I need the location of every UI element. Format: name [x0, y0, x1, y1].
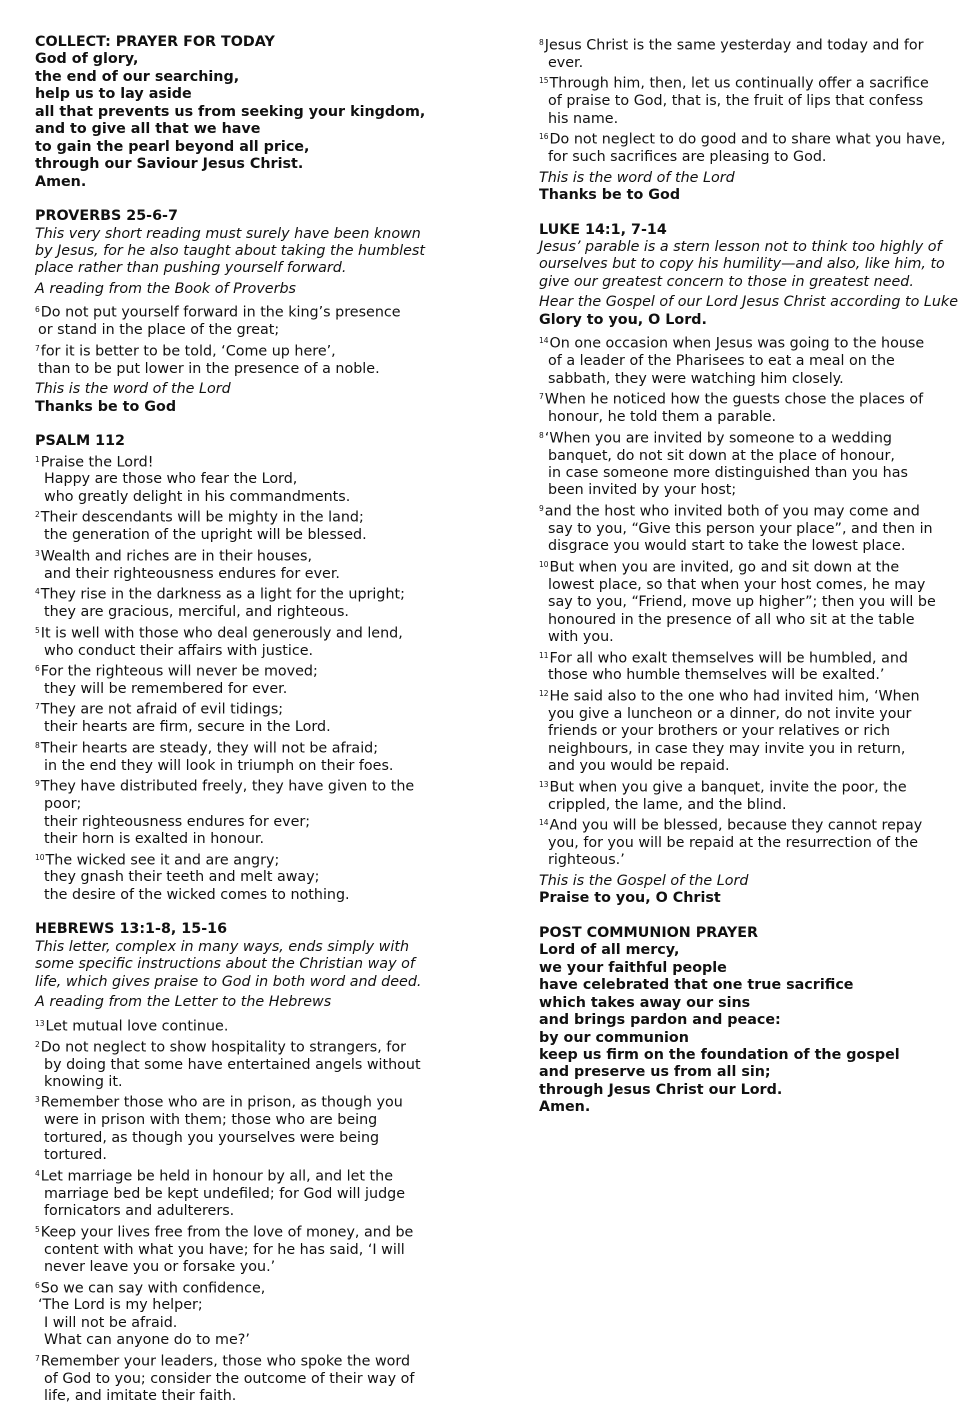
italic-line: [35, 956, 475, 973]
verse-line: [35, 361, 475, 378]
line-text: Let marriage be held in honour by all, and let the: [40, 1168, 394, 1185]
verse-line: [539, 521, 959, 538]
verse-number: 2: [35, 510, 40, 520]
line-text: and you would be repaid.: [548, 758, 730, 775]
line-text: than to be put lower in the presence of a noble.: [38, 360, 380, 377]
line-text: some specific instructions about the Christian way of: [35, 956, 415, 973]
verse-number: 11: [539, 650, 549, 660]
verse-line: [35, 566, 475, 583]
verse-line: [35, 1165, 475, 1186]
line-text: for it is better to be told, ‘Come up here’,: [40, 343, 336, 360]
verse-line: [539, 409, 959, 426]
verse-line: [539, 482, 959, 499]
line-text: lowest place, so that when your host comes, he may: [548, 576, 926, 593]
line-text: Hear the Gospel of our Lord Jesus Christ according to Luke: [539, 294, 959, 311]
line-text: But when you give a banquet, invite the poor, the: [549, 779, 907, 796]
spacer: [539, 908, 959, 925]
bold-line: [539, 1047, 959, 1064]
bold-line: [539, 1012, 959, 1029]
line-text: the generation of the upright will be blessed.: [44, 527, 367, 544]
italic-line: [35, 994, 475, 1011]
line-text: He said also to the one who had invited him, ‘When: [549, 688, 920, 705]
line-text: tortured, as though you yourselves were being: [44, 1129, 380, 1146]
verse-line: [539, 647, 959, 668]
verse-number: 14: [539, 818, 549, 828]
verse-line: [35, 1297, 475, 1314]
verse-line: [539, 629, 959, 646]
verse-number: 15: [539, 76, 549, 86]
line-text: been invited by your host;: [548, 482, 737, 499]
line-text: A reading from the Book of Proverbs: [35, 280, 296, 297]
verse-number: 9: [35, 779, 40, 789]
line-text: of praise to God, that is, the fruit of lips that confess: [548, 93, 924, 110]
verse-number: 7: [35, 343, 40, 353]
line-text: PSALM 112: [35, 433, 125, 450]
bold-line: [35, 104, 475, 121]
verse-number: 8: [35, 740, 40, 750]
spacer: [35, 416, 475, 433]
verse-line: [539, 706, 959, 723]
line-text: Their hearts are steady, they will not be afraid;: [40, 740, 379, 757]
verse-line: [539, 72, 959, 93]
line-text: with you.: [548, 629, 614, 646]
verse-line: [539, 556, 959, 577]
line-text: When he noticed how the guests chose the places of: [544, 391, 924, 408]
line-text: their righteousness endures for ever;: [44, 813, 311, 830]
line-text: The wicked see it and are angry;: [45, 852, 280, 869]
verse-line: [35, 719, 475, 736]
line-text: This very short reading must surely have been known: [35, 225, 421, 242]
italic-line: [35, 260, 475, 277]
line-text: and preserve us from all sin;: [539, 1064, 771, 1081]
line-text: This is the word of the Lord: [539, 169, 735, 186]
verse-line: [35, 583, 475, 604]
verse-line: [539, 723, 959, 740]
verse-line: [539, 852, 959, 869]
bold-line: [539, 187, 959, 204]
bold-line: [539, 890, 959, 907]
verse-number: 9: [539, 503, 544, 513]
line-text: those who humble themselves will be exalted.’: [548, 667, 885, 684]
line-text: honour, he told them a parable.: [548, 409, 777, 426]
verse-line: [35, 340, 475, 361]
verse-number: 7: [35, 1353, 40, 1363]
verse-line: [35, 660, 475, 681]
line-text: have celebrated that one true sacrifice: [539, 977, 854, 994]
line-text: who greatly delight in his commandments.: [44, 488, 351, 505]
verse-line: [539, 332, 959, 353]
verse-line: [35, 681, 475, 698]
line-text: and brings pardon and peace:: [539, 1012, 781, 1029]
line-text: A reading from the Letter to the Hebrews: [35, 994, 332, 1011]
line-text: Happy are those who fear the Lord,: [44, 471, 298, 488]
verse-line: [35, 869, 475, 886]
italic-line: [539, 873, 959, 890]
verse-line: [35, 1186, 475, 1203]
line-text: They are not afraid of evil tidings;: [40, 701, 284, 718]
verse-line: [35, 1057, 475, 1074]
italic-line: [35, 243, 475, 260]
line-text: keep us firm on the foundation of the gospel: [539, 1047, 900, 1064]
line-text: through our Saviour Jesus Christ.: [35, 156, 304, 173]
verse-line: [35, 1147, 475, 1164]
verse-line: [35, 1277, 475, 1298]
verse-line: [35, 301, 475, 322]
verse-line: [539, 758, 959, 775]
italic-line: [539, 239, 959, 256]
italic-line: [35, 939, 475, 956]
italic-line: [35, 974, 475, 991]
verse-line: [35, 451, 475, 472]
left-column: [35, 34, 475, 1406]
verse-line: [539, 577, 959, 594]
italic-line: [35, 226, 475, 243]
verse-number: 7: [35, 702, 40, 712]
verse-line: [539, 465, 959, 482]
verse-line: [35, 849, 475, 870]
line-text: they are gracious, merciful, and righteous.: [44, 604, 349, 621]
line-text: Thanks be to God: [35, 398, 177, 415]
bold-line: [539, 1030, 959, 1047]
line-text: I will not be afraid.: [44, 1314, 178, 1331]
line-text: HEBREWS 13:1-8, 15-16: [35, 921, 228, 938]
line-text: Do not put yourself forward in the king’s presence: [40, 304, 401, 321]
verse-line: [35, 643, 475, 660]
line-text: fornicators and adulterers.: [44, 1203, 235, 1220]
bold-line: [35, 921, 475, 938]
line-text: we your faithful people: [539, 959, 727, 976]
verse-line: [35, 1112, 475, 1129]
line-text: ourselves but to copy his humility—and also, like him, to: [539, 256, 945, 273]
line-text: PROVERBS 25-6-7: [35, 208, 178, 225]
line-text: For all who exalt themselves will be humbled, and: [549, 650, 908, 666]
line-text: knowing it.: [44, 1074, 123, 1091]
line-text: for such sacrifices are pleasing to God.: [548, 149, 827, 166]
verse-line: [539, 667, 959, 684]
line-text: COLLECT: PRAYER FOR TODAY: [35, 34, 275, 50]
bold-line: [539, 1064, 959, 1081]
verse-line: [35, 471, 475, 488]
line-text: you, for you will be repaid at the resurrection of the: [548, 835, 919, 852]
line-text: This letter, complex in many ways, ends simply with: [35, 938, 410, 955]
verse-line: [35, 1015, 475, 1036]
line-text: in case someone more distinguished than you has: [548, 464, 908, 481]
line-text: all that prevents us from seeking your kingdom,: [35, 103, 426, 120]
verse-line: [539, 776, 959, 797]
line-text: and to give all that we have: [35, 121, 261, 138]
line-text: Do not neglect to do good and to share what you have,: [549, 131, 946, 148]
verse-line: [539, 835, 959, 852]
bold-line: [539, 1082, 959, 1099]
italic-line: [35, 381, 475, 398]
italic-line: [35, 281, 475, 298]
line-text: say to you, “Give this person your place”, and then in: [548, 520, 933, 537]
line-text: or stand in the place of the great;: [38, 322, 280, 339]
bold-line: [35, 139, 475, 156]
verse-line: [35, 1332, 475, 1349]
italic-line: [539, 256, 959, 273]
verse-line: [539, 612, 959, 629]
verse-line: [35, 1259, 475, 1276]
line-text: and the host who invited both of you may come and: [544, 503, 920, 520]
line-text: sabbath, they were watching him closely.: [548, 370, 844, 387]
bold-line: [539, 995, 959, 1012]
line-text: Lord of all mercy,: [539, 942, 680, 959]
verse-line: [35, 506, 475, 527]
verse-number: 16: [539, 132, 549, 142]
verse-number: 6: [35, 305, 40, 315]
line-text: This is the word of the Lord: [35, 381, 231, 398]
verse-line: [539, 448, 959, 465]
spacer: [35, 904, 475, 921]
verse-line: [35, 622, 475, 643]
verse-line: [539, 353, 959, 370]
line-text: of a leader of the Pharisees to eat a meal on the: [548, 353, 895, 370]
line-text: Praise the Lord!: [40, 454, 154, 471]
verse-line: [539, 55, 959, 72]
line-text: by Jesus, for he also taught about taking the humblest: [35, 242, 425, 259]
bold-line: [35, 208, 475, 225]
verse-number: 2: [35, 1039, 40, 1049]
italic-line: [539, 170, 959, 187]
line-text: and their righteousness endures for ever.: [44, 565, 340, 582]
line-text: For the righteous will never be moved;: [40, 663, 318, 680]
bold-line: [35, 34, 475, 51]
line-text: say to you, “Friend, move up higher”; then you will be: [548, 594, 936, 611]
spacer: [539, 205, 959, 222]
bold-line: [539, 925, 959, 942]
line-text: to gain the pearl beyond all price,: [35, 138, 310, 155]
bold-line: [35, 121, 475, 138]
line-text: who conduct their affairs with justice.: [44, 642, 314, 659]
bold-line: [35, 51, 475, 68]
line-text: Their descendants will be mighty in the land;: [40, 509, 364, 526]
line-text: Jesus’ parable is a stern lesson not to think too highly of: [539, 239, 942, 256]
line-text: God of glory,: [35, 51, 139, 68]
line-text: ‘When you are invited by someone to a wedding: [544, 430, 892, 447]
verse-line: [539, 128, 959, 149]
verse-line: [35, 814, 475, 831]
verse-line: [35, 1091, 475, 1112]
verse-line: [35, 322, 475, 339]
verse-number: 13: [35, 1018, 45, 1028]
verse-number: 10: [35, 852, 45, 862]
verse-line: [35, 796, 475, 813]
right-column: [539, 34, 959, 1117]
line-text: On one occasion when Jesus was going to the house: [549, 335, 925, 352]
line-text: neighbours, in case they may invite you in return,: [548, 740, 906, 757]
line-text: Through him, then, let us continually offer a sacrifice: [549, 75, 929, 92]
verse-line: [35, 1130, 475, 1147]
line-text: ‘The Lord is my helper;: [38, 1297, 203, 1314]
line-text: place rather than pushing yourself forward.: [35, 260, 347, 277]
verse-line: [539, 427, 959, 448]
line-text: the end of our searching,: [35, 68, 240, 85]
line-text: Let mutual love continue.: [45, 1018, 229, 1035]
verse-line: [539, 149, 959, 166]
verse-line: [539, 741, 959, 758]
italic-line: [539, 274, 959, 291]
bold-line: [35, 69, 475, 86]
line-text: their horn is exalted in honour.: [44, 831, 264, 848]
line-text: Keep your lives free from the love of money, and be: [40, 1224, 414, 1241]
line-text: which takes away our sins: [539, 994, 751, 1011]
verse-line: [35, 1203, 475, 1220]
verse-line: [539, 538, 959, 555]
verse-line: [539, 814, 959, 835]
bold-line: [539, 977, 959, 994]
line-text: disgrace you would start to take the lowest place.: [548, 538, 906, 555]
verse-number: 14: [539, 336, 549, 346]
line-text: Do not neglect to show hospitality to strangers, for: [40, 1039, 406, 1056]
verse-number: 6: [35, 1280, 40, 1290]
line-text: give our greatest concern to those in greatest need.: [539, 273, 914, 290]
line-text: LUKE 14:1, 7-14: [539, 221, 667, 238]
verse-line: [539, 594, 959, 611]
line-text: Amen.: [539, 1099, 591, 1116]
verse-line: [35, 887, 475, 904]
line-text: his name.: [548, 110, 619, 127]
line-text: were in prison with them; those who are being: [44, 1112, 378, 1129]
verse-line: [35, 527, 475, 544]
verse-line: [35, 489, 475, 506]
bold-line: [539, 942, 959, 959]
verse-line: [35, 545, 475, 566]
verse-line: [35, 1074, 475, 1091]
line-text: What can anyone do to me?’: [44, 1332, 250, 1349]
bold-line: [539, 312, 959, 329]
spacer: [35, 191, 475, 208]
verse-number: 1: [35, 454, 40, 464]
line-text: Remember your leaders, those who spoke the word: [40, 1353, 411, 1370]
line-text: life, which gives praise to God in both word and deed.: [35, 973, 422, 990]
verse-number: 4: [35, 587, 40, 597]
verse-line: [35, 1242, 475, 1259]
verse-line: [35, 1221, 475, 1242]
line-text: And you will be blessed, because they cannot repay: [549, 817, 923, 834]
verse-number: 3: [35, 1095, 40, 1105]
bold-line: [539, 222, 959, 239]
verse-number: 12: [539, 688, 549, 698]
line-text: the desire of the wicked comes to nothing.: [44, 886, 350, 903]
line-text: Thanks be to God: [539, 187, 681, 204]
verse-line: [35, 1350, 475, 1371]
verse-number: 8: [539, 430, 544, 440]
line-text: you give a luncheon or a dinner, do not invite your: [548, 705, 912, 722]
verse-number: 3: [35, 548, 40, 558]
bold-line: [35, 399, 475, 416]
verse-line: [539, 388, 959, 409]
bold-line: [35, 433, 475, 450]
bold-line: [35, 86, 475, 103]
verse-line: [35, 758, 475, 775]
line-text: It is well with those who deal generously and lend,: [40, 625, 403, 642]
bold-line: [539, 960, 959, 977]
line-text: They have distributed freely, they have given to the: [40, 778, 415, 795]
line-text: righteous.’: [548, 852, 625, 869]
line-text: Jesus Christ is the same yesterday and today and for: [544, 37, 924, 54]
line-text: life, and imitate their faith.: [44, 1388, 237, 1405]
verse-line: [35, 1315, 475, 1332]
verse-line: [35, 1388, 475, 1405]
verse-number: 13: [539, 779, 549, 789]
line-text: poor;: [44, 796, 82, 813]
line-text: crippled, the lame, and the blind.: [548, 796, 787, 813]
line-text: they gnash their teeth and melt away;: [44, 869, 320, 886]
bold-line: [35, 156, 475, 173]
line-text: honoured in the presence of all who sit at the table: [548, 611, 915, 628]
line-text: POST COMMUNION PRAYER: [539, 924, 759, 941]
line-text: So we can say with confidence,: [40, 1280, 266, 1296]
line-text: friends or your brothers or your relatives or rich: [548, 723, 891, 740]
line-text: Wealth and riches are in their houses,: [40, 548, 313, 565]
verse-number: 8: [539, 38, 544, 47]
line-text: This is the Gospel of the Lord: [539, 872, 749, 889]
line-text: content with what you have; for he has said, ‘I will: [44, 1241, 405, 1258]
verse-line: [539, 685, 959, 706]
verse-number: 4: [35, 1168, 40, 1178]
verse-line: [539, 93, 959, 110]
line-text: help us to lay aside: [35, 86, 192, 103]
verse-number: 7: [539, 392, 544, 402]
bold-line: [539, 1099, 959, 1116]
line-text: tortured.: [44, 1147, 107, 1164]
line-text: in the end they will look in triumph on their foes.: [44, 757, 394, 774]
line-text: through Jesus Christ our Lord.: [539, 1081, 783, 1098]
verse-line: [35, 1036, 475, 1057]
line-text: of God to you; consider the outcome of their way of: [44, 1370, 415, 1387]
verse-number: 10: [539, 559, 549, 569]
verse-line: [539, 34, 959, 55]
verse-line: [35, 737, 475, 758]
italic-line: [539, 294, 959, 311]
line-text: Remember those who are in prison, as though you: [40, 1094, 403, 1111]
verse-number: 6: [35, 664, 40, 673]
line-text: they will be remembered for ever.: [44, 680, 288, 697]
bold-line: [35, 174, 475, 191]
line-text: by our communion: [539, 1029, 689, 1046]
verse-line: [35, 698, 475, 719]
line-text: banquet, do not sit down at the place of honour,: [548, 447, 895, 464]
line-text: Glory to you, O Lord.: [539, 311, 707, 328]
verse-number: 5: [35, 1224, 40, 1234]
line-text: never leave you or forsake you.’: [44, 1259, 276, 1276]
verse-line: [35, 831, 475, 848]
line-text: Praise to you, O Christ: [539, 890, 721, 907]
line-text: But when you are invited, go and sit down at the: [549, 559, 900, 576]
line-text: by doing that some have entertained angels without: [44, 1056, 421, 1073]
verse-number: 5: [35, 625, 40, 635]
verse-line: [35, 775, 475, 796]
verse-line: [539, 111, 959, 128]
line-text: their hearts are firm, secure in the Lord.: [44, 719, 331, 736]
line-text: marriage bed be kept undefiled; for God will judge: [44, 1185, 406, 1202]
line-text: ever.: [548, 54, 584, 71]
line-text: Amen.: [35, 173, 87, 190]
verse-line: [539, 500, 959, 521]
line-text: They rise in the darkness as a light for the upright;: [40, 586, 405, 603]
verse-line: [539, 371, 959, 388]
verse-line: [539, 797, 959, 814]
verse-line: [35, 604, 475, 621]
